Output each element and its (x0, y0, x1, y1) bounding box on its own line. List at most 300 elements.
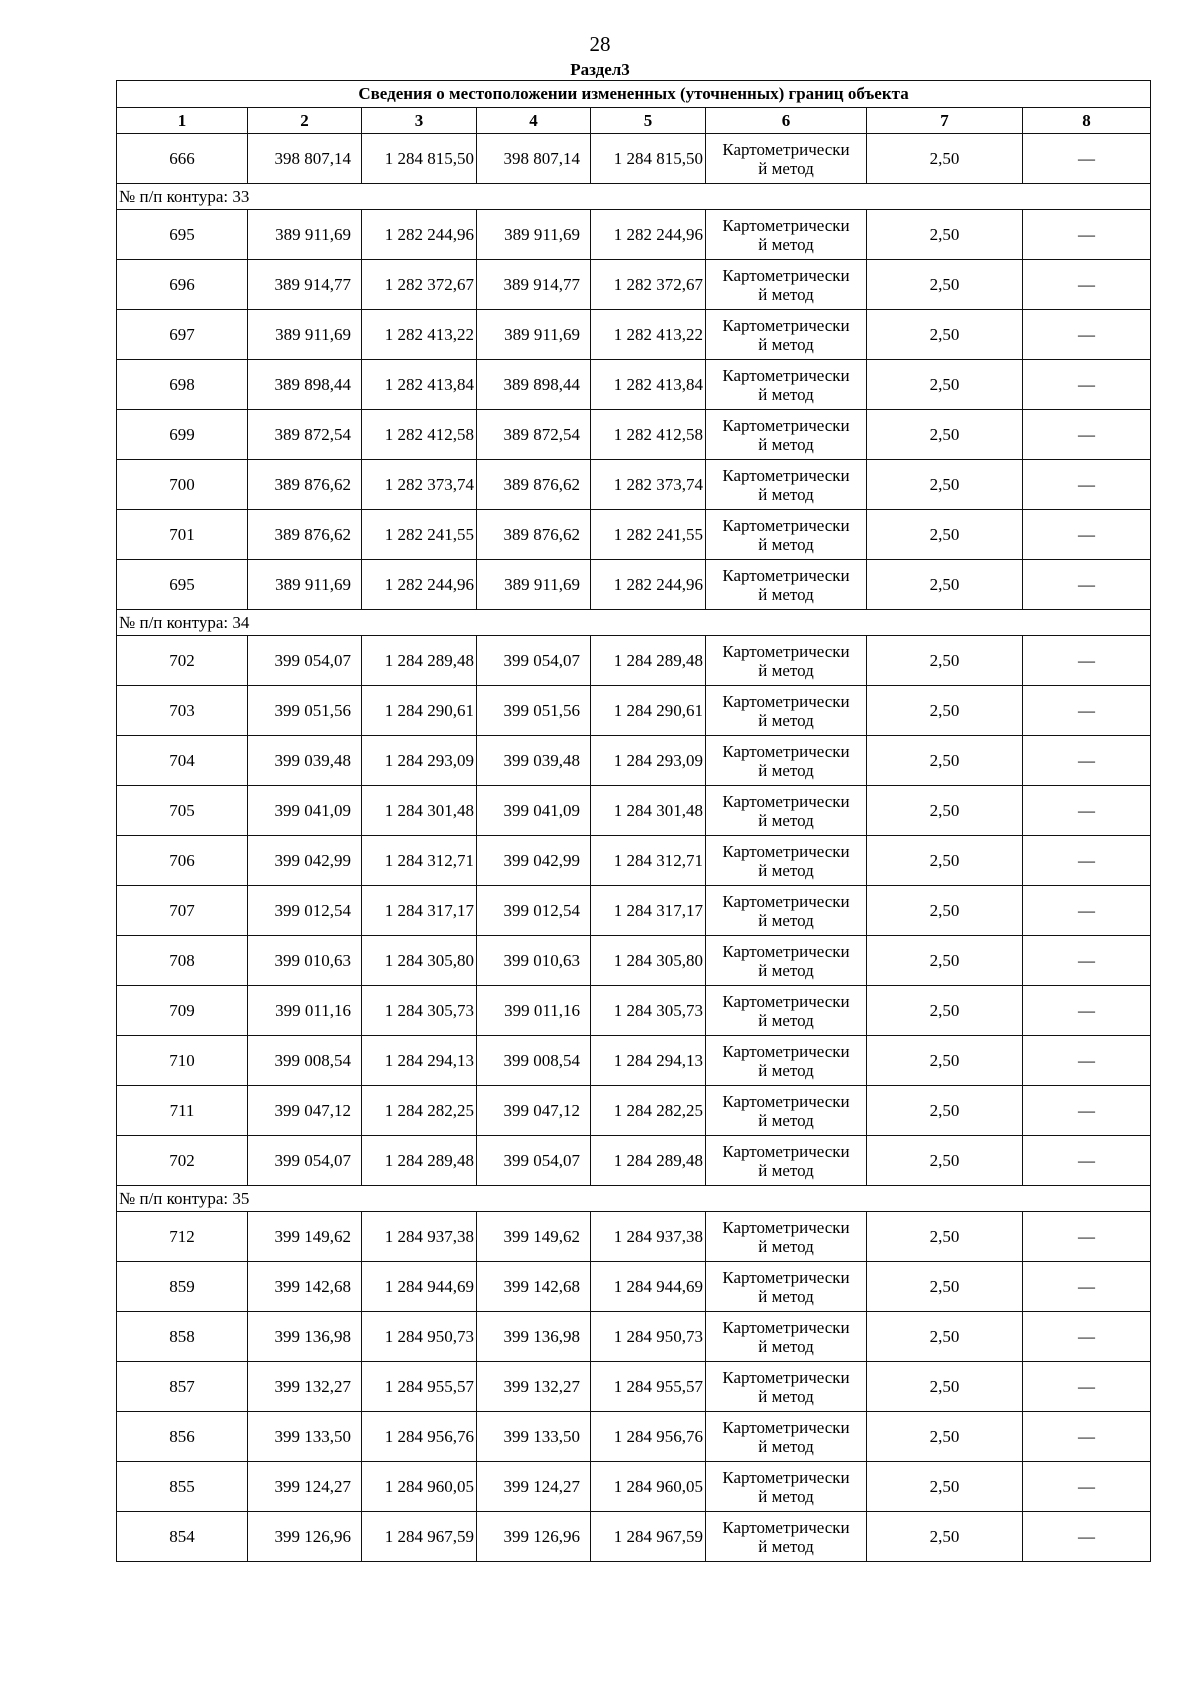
x-existing-cell: 399 041,09 (248, 786, 362, 836)
method-line-2: й метод (758, 710, 814, 730)
contour-header-row (117, 1186, 1151, 1212)
table-row (117, 1136, 1151, 1186)
x-existing-cell: 399 133,50 (248, 1412, 362, 1462)
method-line-1: Картометрически (722, 1517, 850, 1537)
method-line-1: Картометрически (722, 139, 850, 159)
method-cell (706, 736, 867, 786)
y-new-cell: 1 282 413,84 (591, 360, 706, 410)
y-new-cell: 1 282 412,58 (591, 410, 706, 460)
method-line-1: Картометрически (722, 215, 850, 235)
column-number-row (117, 108, 1151, 134)
table-row (117, 1312, 1151, 1362)
method-line-2: й метод (758, 434, 814, 454)
description-cell: — (1023, 210, 1151, 260)
point-number-cell: 708 (117, 936, 248, 986)
x-existing-cell: 399 051,56 (248, 686, 362, 736)
method-line-1: Картометрически (722, 515, 850, 535)
table-row (117, 1036, 1151, 1086)
column-header: 7 (867, 108, 1023, 134)
table-row (117, 260, 1151, 310)
method-line-2: й метод (758, 534, 814, 554)
x-new-cell: 399 008,54 (477, 1036, 591, 1086)
y-existing-cell: 1 284 305,80 (362, 936, 477, 986)
x-new-cell: 399 054,07 (477, 1136, 591, 1186)
point-number-cell: 701 (117, 510, 248, 560)
y-existing-cell: 1 282 241,55 (362, 510, 477, 560)
method-line-2: й метод (758, 1236, 814, 1256)
method-line-1: Картометрически (722, 565, 850, 585)
description-cell: — (1023, 1362, 1151, 1412)
x-existing-cell: 389 876,62 (248, 510, 362, 560)
x-existing-cell: 399 012,54 (248, 886, 362, 936)
method-line-2: й метод (758, 1060, 814, 1080)
column-header: 8 (1023, 108, 1151, 134)
y-new-cell: 1 284 960,05 (591, 1462, 706, 1512)
method-line-2: й метод (758, 1536, 814, 1556)
table-row (117, 736, 1151, 786)
table-row (117, 786, 1151, 836)
method-line-2: й метод (758, 158, 814, 178)
description-cell: — (1023, 360, 1151, 410)
y-existing-cell: 1 284 967,59 (362, 1512, 477, 1562)
table-row (117, 836, 1151, 886)
method-line-1: Картометрически (722, 1141, 850, 1161)
point-number-cell: 854 (117, 1512, 248, 1562)
method-line-2: й метод (758, 1436, 814, 1456)
x-new-cell: 399 042,99 (477, 836, 591, 886)
description-cell: — (1023, 1212, 1151, 1262)
contour-label: № п/п контура: 34 (117, 610, 1151, 636)
column-header: 6 (706, 108, 867, 134)
x-new-cell: 399 047,12 (477, 1086, 591, 1136)
description-cell: — (1023, 410, 1151, 460)
description-cell: — (1023, 836, 1151, 886)
table-row (117, 1512, 1151, 1562)
method-cell (706, 1512, 867, 1562)
x-new-cell: 399 126,96 (477, 1512, 591, 1562)
method-line-1: Картометрически (722, 991, 850, 1011)
method-line-1: Картометрически (722, 641, 850, 661)
method-line-1: Картометрически (722, 1417, 850, 1437)
x-new-cell: 389 911,69 (477, 210, 591, 260)
y-existing-cell: 1 282 244,96 (362, 210, 477, 260)
description-cell: — (1023, 134, 1151, 184)
column-header: 2 (248, 108, 362, 134)
y-existing-cell: 1 284 317,17 (362, 886, 477, 936)
y-new-cell: 1 282 241,55 (591, 510, 706, 560)
method-cell (706, 1212, 867, 1262)
description-cell: — (1023, 1512, 1151, 1562)
x-new-cell: 399 011,16 (477, 986, 591, 1036)
accuracy-cell: 2,50 (867, 260, 1023, 310)
x-existing-cell: 399 124,27 (248, 1462, 362, 1512)
method-line-2: й метод (758, 1010, 814, 1030)
y-new-cell: 1 284 937,38 (591, 1212, 706, 1262)
method-cell (706, 786, 867, 836)
description-cell: — (1023, 936, 1151, 986)
y-new-cell: 1 284 950,73 (591, 1312, 706, 1362)
accuracy-cell: 2,50 (867, 886, 1023, 936)
point-number-cell: 712 (117, 1212, 248, 1262)
y-existing-cell: 1 284 956,76 (362, 1412, 477, 1462)
point-number-cell: 707 (117, 886, 248, 936)
point-number-cell: 666 (117, 134, 248, 184)
method-line-1: Картометрически (722, 1041, 850, 1061)
method-line-1: Картометрически (722, 465, 850, 485)
y-new-cell: 1 284 305,80 (591, 936, 706, 986)
y-new-cell: 1 282 244,96 (591, 560, 706, 610)
table-row (117, 410, 1151, 460)
y-new-cell: 1 282 244,96 (591, 210, 706, 260)
x-existing-cell: 389 911,69 (248, 210, 362, 260)
point-number-cell: 856 (117, 1412, 248, 1462)
point-number-cell: 695 (117, 210, 248, 260)
point-number-cell: 702 (117, 1136, 248, 1186)
accuracy-cell: 2,50 (867, 560, 1023, 610)
y-new-cell: 1 284 290,61 (591, 686, 706, 736)
point-number-cell: 709 (117, 986, 248, 1036)
table-row (117, 636, 1151, 686)
accuracy-cell: 2,50 (867, 1036, 1023, 1086)
accuracy-cell: 2,50 (867, 1412, 1023, 1462)
point-number-cell: 706 (117, 836, 248, 886)
description-cell: — (1023, 460, 1151, 510)
y-new-cell: 1 284 293,09 (591, 736, 706, 786)
x-existing-cell: 399 039,48 (248, 736, 362, 786)
x-new-cell: 399 149,62 (477, 1212, 591, 1262)
method-cell (706, 360, 867, 410)
y-existing-cell: 1 284 305,73 (362, 986, 477, 1036)
table-row (117, 210, 1151, 260)
point-number-cell: 700 (117, 460, 248, 510)
method-cell (706, 410, 867, 460)
y-existing-cell: 1 282 412,58 (362, 410, 477, 460)
method-line-2: й метод (758, 384, 814, 404)
x-new-cell: 399 051,56 (477, 686, 591, 736)
method-line-1: Картометрически (722, 941, 850, 961)
description-cell: — (1023, 1412, 1151, 1462)
method-line-2: й метод (758, 760, 814, 780)
description-cell: — (1023, 1036, 1151, 1086)
y-existing-cell: 1 284 960,05 (362, 1462, 477, 1512)
description-cell: — (1023, 260, 1151, 310)
method-line-1: Картометрически (722, 841, 850, 861)
table-row (117, 460, 1151, 510)
point-number-cell: 702 (117, 636, 248, 686)
method-line-1: Картометрически (722, 891, 850, 911)
method-line-2: й метод (758, 584, 814, 604)
column-header: 1 (117, 108, 248, 134)
description-cell: — (1023, 1462, 1151, 1512)
method-line-1: Картометрически (722, 315, 850, 335)
section-title: Раздел3 (570, 60, 630, 79)
method-line-2: й метод (758, 1486, 814, 1506)
x-new-cell: 389 872,54 (477, 410, 591, 460)
y-existing-cell: 1 284 289,48 (362, 1136, 477, 1186)
method-cell (706, 1086, 867, 1136)
point-number-cell: 705 (117, 786, 248, 836)
method-line-2: й метод (758, 910, 814, 930)
x-new-cell: 399 142,68 (477, 1262, 591, 1312)
contour-header-row (117, 184, 1151, 210)
accuracy-cell: 2,50 (867, 210, 1023, 260)
method-cell (706, 886, 867, 936)
accuracy-cell: 2,50 (867, 986, 1023, 1036)
description-cell: — (1023, 736, 1151, 786)
y-existing-cell: 1 282 373,74 (362, 460, 477, 510)
x-new-cell: 399 136,98 (477, 1312, 591, 1362)
y-new-cell: 1 284 282,25 (591, 1086, 706, 1136)
method-cell (706, 260, 867, 310)
y-existing-cell: 1 284 937,38 (362, 1212, 477, 1262)
method-line-2: й метод (758, 1110, 814, 1130)
page-number: 28 (589, 32, 611, 56)
contour-header-row (117, 610, 1151, 636)
method-line-1: Картометрически (722, 791, 850, 811)
y-existing-cell: 1 284 282,25 (362, 1086, 477, 1136)
y-new-cell: 1 284 815,50 (591, 134, 706, 184)
y-new-cell: 1 284 294,13 (591, 1036, 706, 1086)
accuracy-cell: 2,50 (867, 1312, 1023, 1362)
x-existing-cell: 389 876,62 (248, 460, 362, 510)
method-line-2: й метод (758, 284, 814, 304)
y-existing-cell: 1 282 413,84 (362, 360, 477, 410)
y-existing-cell: 1 284 301,48 (362, 786, 477, 836)
point-number-cell: 704 (117, 736, 248, 786)
method-cell (706, 1036, 867, 1086)
method-line-1: Картометрически (722, 265, 850, 285)
table-row (117, 1362, 1151, 1412)
table-row (117, 1462, 1151, 1512)
y-new-cell: 1 284 956,76 (591, 1412, 706, 1462)
accuracy-cell: 2,50 (867, 936, 1023, 986)
x-new-cell: 399 124,27 (477, 1462, 591, 1512)
y-existing-cell: 1 284 293,09 (362, 736, 477, 786)
y-existing-cell: 1 282 413,22 (362, 310, 477, 360)
accuracy-cell: 2,50 (867, 736, 1023, 786)
method-cell (706, 134, 867, 184)
method-line-1: Картометрически (722, 1317, 850, 1337)
table-row (117, 510, 1151, 560)
x-new-cell: 399 010,63 (477, 936, 591, 986)
method-line-1: Картометрически (722, 365, 850, 385)
accuracy-cell: 2,50 (867, 1136, 1023, 1186)
table-row (117, 1262, 1151, 1312)
x-existing-cell: 399 042,99 (248, 836, 362, 886)
description-cell: — (1023, 1136, 1151, 1186)
table-caption: Сведения о местоположении измененных (уточненных) границ объекта (117, 81, 1151, 108)
column-header: 3 (362, 108, 477, 134)
method-cell (706, 1412, 867, 1462)
table-row (117, 560, 1151, 610)
method-line-2: й метод (758, 484, 814, 504)
y-existing-cell: 1 282 372,67 (362, 260, 477, 310)
method-cell (706, 460, 867, 510)
y-new-cell: 1 284 967,59 (591, 1512, 706, 1562)
x-new-cell: 399 133,50 (477, 1412, 591, 1462)
table-body (117, 134, 1151, 1562)
method-cell (706, 636, 867, 686)
accuracy-cell: 2,50 (867, 1362, 1023, 1412)
method-cell (706, 686, 867, 736)
description-cell: — (1023, 786, 1151, 836)
x-new-cell: 389 911,69 (477, 560, 591, 610)
method-line-1: Картометрически (722, 691, 850, 711)
description-cell: — (1023, 986, 1151, 1036)
table-row (117, 310, 1151, 360)
y-existing-cell: 1 284 950,73 (362, 1312, 477, 1362)
y-new-cell: 1 284 944,69 (591, 1262, 706, 1312)
y-existing-cell: 1 284 289,48 (362, 636, 477, 686)
table-row (117, 1412, 1151, 1462)
method-line-2: й метод (758, 1160, 814, 1180)
y-existing-cell: 1 284 815,50 (362, 134, 477, 184)
table-row (117, 1086, 1151, 1136)
accuracy-cell: 2,50 (867, 836, 1023, 886)
method-cell (706, 1362, 867, 1412)
method-line-1: Картометрически (722, 1467, 850, 1487)
x-existing-cell: 389 911,69 (248, 560, 362, 610)
table-row (117, 886, 1151, 936)
y-new-cell: 1 282 373,74 (591, 460, 706, 510)
x-new-cell: 389 876,62 (477, 510, 591, 560)
accuracy-cell: 2,50 (867, 1512, 1023, 1562)
point-number-cell: 859 (117, 1262, 248, 1312)
x-existing-cell: 399 047,12 (248, 1086, 362, 1136)
point-number-cell: 703 (117, 686, 248, 736)
accuracy-cell: 2,50 (867, 410, 1023, 460)
description-cell: — (1023, 886, 1151, 936)
table-row (117, 986, 1151, 1036)
method-line-2: й метод (758, 1336, 814, 1356)
method-cell (706, 1312, 867, 1362)
x-existing-cell: 389 914,77 (248, 260, 362, 310)
point-number-cell: 858 (117, 1312, 248, 1362)
method-line-1: Картометрически (722, 741, 850, 761)
y-existing-cell: 1 284 944,69 (362, 1262, 477, 1312)
description-cell: — (1023, 510, 1151, 560)
description-cell: — (1023, 560, 1151, 610)
method-line-1: Картометрически (722, 1091, 850, 1111)
x-existing-cell: 399 008,54 (248, 1036, 362, 1086)
accuracy-cell: 2,50 (867, 686, 1023, 736)
y-existing-cell: 1 282 244,96 (362, 560, 477, 610)
point-number-cell: 710 (117, 1036, 248, 1086)
point-number-cell: 857 (117, 1362, 248, 1412)
x-existing-cell: 399 011,16 (248, 986, 362, 1036)
description-cell: — (1023, 310, 1151, 360)
method-cell (706, 986, 867, 1036)
y-new-cell: 1 284 955,57 (591, 1362, 706, 1412)
description-cell: — (1023, 1312, 1151, 1362)
x-existing-cell: 399 010,63 (248, 936, 362, 986)
method-line-2: й метод (758, 1386, 814, 1406)
accuracy-cell: 2,50 (867, 636, 1023, 686)
x-existing-cell: 399 149,62 (248, 1212, 362, 1262)
accuracy-cell: 2,50 (867, 1262, 1023, 1312)
x-existing-cell: 389 872,54 (248, 410, 362, 460)
method-cell (706, 836, 867, 886)
accuracy-cell: 2,50 (867, 1086, 1023, 1136)
x-existing-cell: 399 136,98 (248, 1312, 362, 1362)
point-number-cell: 699 (117, 410, 248, 460)
contour-label: № п/п контура: 35 (117, 1186, 1151, 1212)
x-new-cell: 389 911,69 (477, 310, 591, 360)
x-existing-cell: 389 898,44 (248, 360, 362, 410)
method-cell (706, 510, 867, 560)
method-line-2: й метод (758, 960, 814, 980)
accuracy-cell: 2,50 (867, 460, 1023, 510)
x-existing-cell: 399 132,27 (248, 1362, 362, 1412)
x-new-cell: 398 807,14 (477, 134, 591, 184)
x-new-cell: 389 914,77 (477, 260, 591, 310)
x-new-cell: 399 041,09 (477, 786, 591, 836)
method-line-1: Картометрически (722, 1367, 850, 1387)
method-cell (706, 1462, 867, 1512)
x-new-cell: 399 054,07 (477, 636, 591, 686)
method-cell (706, 210, 867, 260)
coordinates-table (116, 80, 1151, 1562)
point-number-cell: 696 (117, 260, 248, 310)
y-new-cell: 1 282 413,22 (591, 310, 706, 360)
method-cell (706, 560, 867, 610)
y-existing-cell: 1 284 294,13 (362, 1036, 477, 1086)
method-line-2: й метод (758, 334, 814, 354)
y-existing-cell: 1 284 955,57 (362, 1362, 477, 1412)
x-existing-cell: 399 054,07 (248, 636, 362, 686)
x-existing-cell: 399 054,07 (248, 1136, 362, 1186)
table-row (117, 134, 1151, 184)
x-new-cell: 389 876,62 (477, 460, 591, 510)
accuracy-cell: 2,50 (867, 1212, 1023, 1262)
y-new-cell: 1 284 289,48 (591, 636, 706, 686)
accuracy-cell: 2,50 (867, 1462, 1023, 1512)
column-header: 4 (477, 108, 591, 134)
table-row (117, 686, 1151, 736)
x-existing-cell: 389 911,69 (248, 310, 362, 360)
table-row (117, 360, 1151, 410)
point-number-cell: 855 (117, 1462, 248, 1512)
contour-label: № п/п контура: 33 (117, 184, 1151, 210)
accuracy-cell: 2,50 (867, 310, 1023, 360)
y-new-cell: 1 284 301,48 (591, 786, 706, 836)
accuracy-cell: 2,50 (867, 510, 1023, 560)
method-line-2: й метод (758, 660, 814, 680)
point-number-cell: 697 (117, 310, 248, 360)
method-cell (706, 936, 867, 986)
method-line-2: й метод (758, 860, 814, 880)
accuracy-cell: 2,50 (867, 134, 1023, 184)
x-new-cell: 399 039,48 (477, 736, 591, 786)
method-line-2: й метод (758, 1286, 814, 1306)
y-new-cell: 1 284 289,48 (591, 1136, 706, 1186)
point-number-cell: 695 (117, 560, 248, 610)
description-cell: — (1023, 1262, 1151, 1312)
description-cell: — (1023, 1086, 1151, 1136)
y-existing-cell: 1 284 290,61 (362, 686, 477, 736)
point-number-cell: 698 (117, 360, 248, 410)
point-number-cell: 711 (117, 1086, 248, 1136)
column-header: 5 (591, 108, 706, 134)
y-new-cell: 1 284 305,73 (591, 986, 706, 1036)
method-cell (706, 1262, 867, 1312)
x-existing-cell: 399 142,68 (248, 1262, 362, 1312)
table-row (117, 1212, 1151, 1262)
table-row (117, 936, 1151, 986)
x-existing-cell: 399 126,96 (248, 1512, 362, 1562)
description-cell: — (1023, 636, 1151, 686)
accuracy-cell: 2,50 (867, 360, 1023, 410)
